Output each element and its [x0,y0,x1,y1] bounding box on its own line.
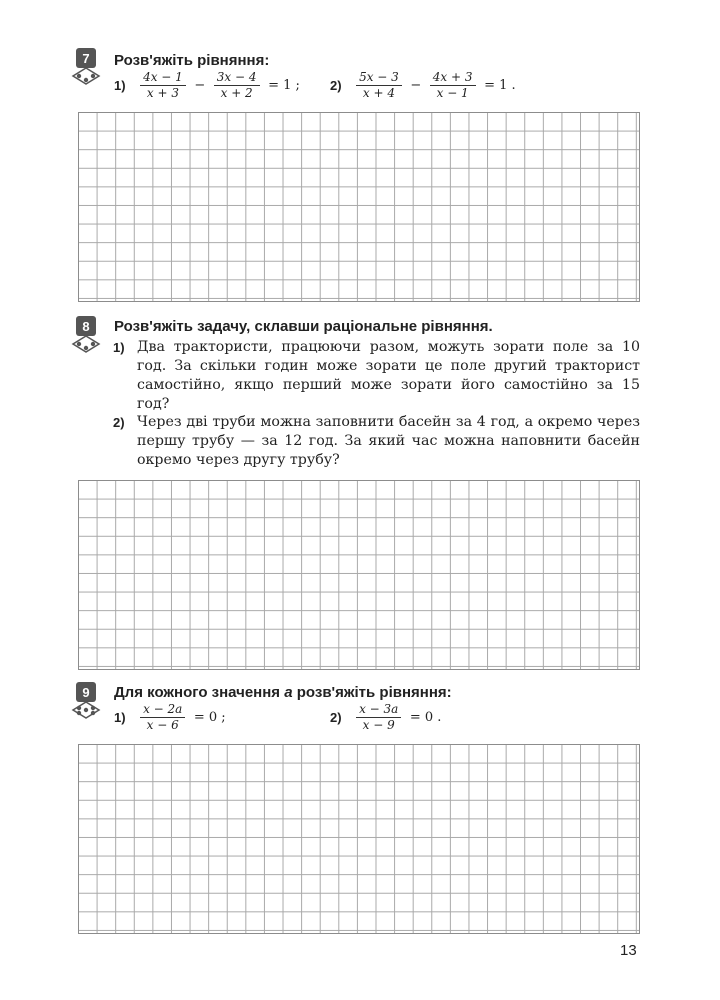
fraction [140,70,186,101]
title-text: Для кожного значення [114,684,285,701]
right-hand-side: = 1 ; [268,78,300,93]
task-9-title [114,684,452,701]
denominator: x + 4 [362,86,395,100]
task-7-equation-1 [114,70,302,101]
denominator: x − 9 [362,718,395,732]
equation-label: 1) [114,710,126,725]
task-8-problem-1 [115,338,640,414]
fraction [430,70,476,101]
task-9-badge [66,680,106,728]
task-9-equation-2 [330,702,443,733]
task-8-answer-grid[interactable] [78,480,640,670]
numerator: 3x − 4 [214,70,260,86]
task-8-number: 8 [82,319,90,334]
equation-label: 2) [330,78,342,93]
numerator: 5x − 3 [356,70,402,86]
task-7-badge [66,46,106,94]
numerator: x − 3a [356,702,401,718]
task-8-badge [66,314,106,362]
fraction [140,702,185,733]
fraction [214,70,260,101]
task-7-title: Розв'яжіть рівняння: [114,52,270,69]
task-badge-icon [66,46,106,94]
denominator: x + 2 [220,86,253,100]
equation-label: 2) [330,710,342,725]
task-8-title: Розв'яжіть задачу, склавши раціональне рівняння. [114,318,493,335]
numerator: 4x − 1 [140,70,186,86]
title-text: розв'яжіть рівняння: [292,684,452,701]
task-8-problem-2 [115,413,640,470]
page-number: 13 [620,942,637,959]
task-badge-icon [66,314,106,362]
right-hand-side: = 1 . [484,78,516,93]
denominator: x − 1 [436,86,469,100]
numerator: x − 2a [140,702,185,718]
task-9-number: 9 [82,685,90,700]
operator: − [194,78,206,93]
task-7-equation-2 [330,70,518,101]
task-7-answer-grid[interactable] [78,112,640,302]
fraction [356,70,402,101]
problem-text: Через дві труби можна заповнити басейн за 4 год, а окремо через першу трубу — за 12 год. За який час можна наповнити басейн окремо через другу трубу? [137,414,640,468]
task-9-equation-1 [114,702,228,733]
right-hand-side: = 0 ; [193,710,226,725]
fraction [356,702,401,733]
problem-label: 1) [113,340,125,355]
denominator: x + 3 [146,86,179,100]
problem-label: 2) [113,415,125,430]
right-hand-side: = 0 . [409,710,442,725]
numerator: 4x + 3 [430,70,476,86]
denominator: x − 6 [146,718,179,732]
title-variable: a [284,684,293,701]
task-7-number: 7 [82,51,90,66]
operator: − [410,78,422,93]
equation-label: 1) [114,78,126,93]
task-badge-icon [66,680,106,728]
task-9-answer-grid[interactable] [78,744,640,934]
problem-text: Два трактористи, працюючи разом, можуть зорати поле за 10 год. За скільки годин може зорати це поле другий тракторист самостійно, якщо перший може зорати його самостійно за 15 год? [137,339,640,412]
